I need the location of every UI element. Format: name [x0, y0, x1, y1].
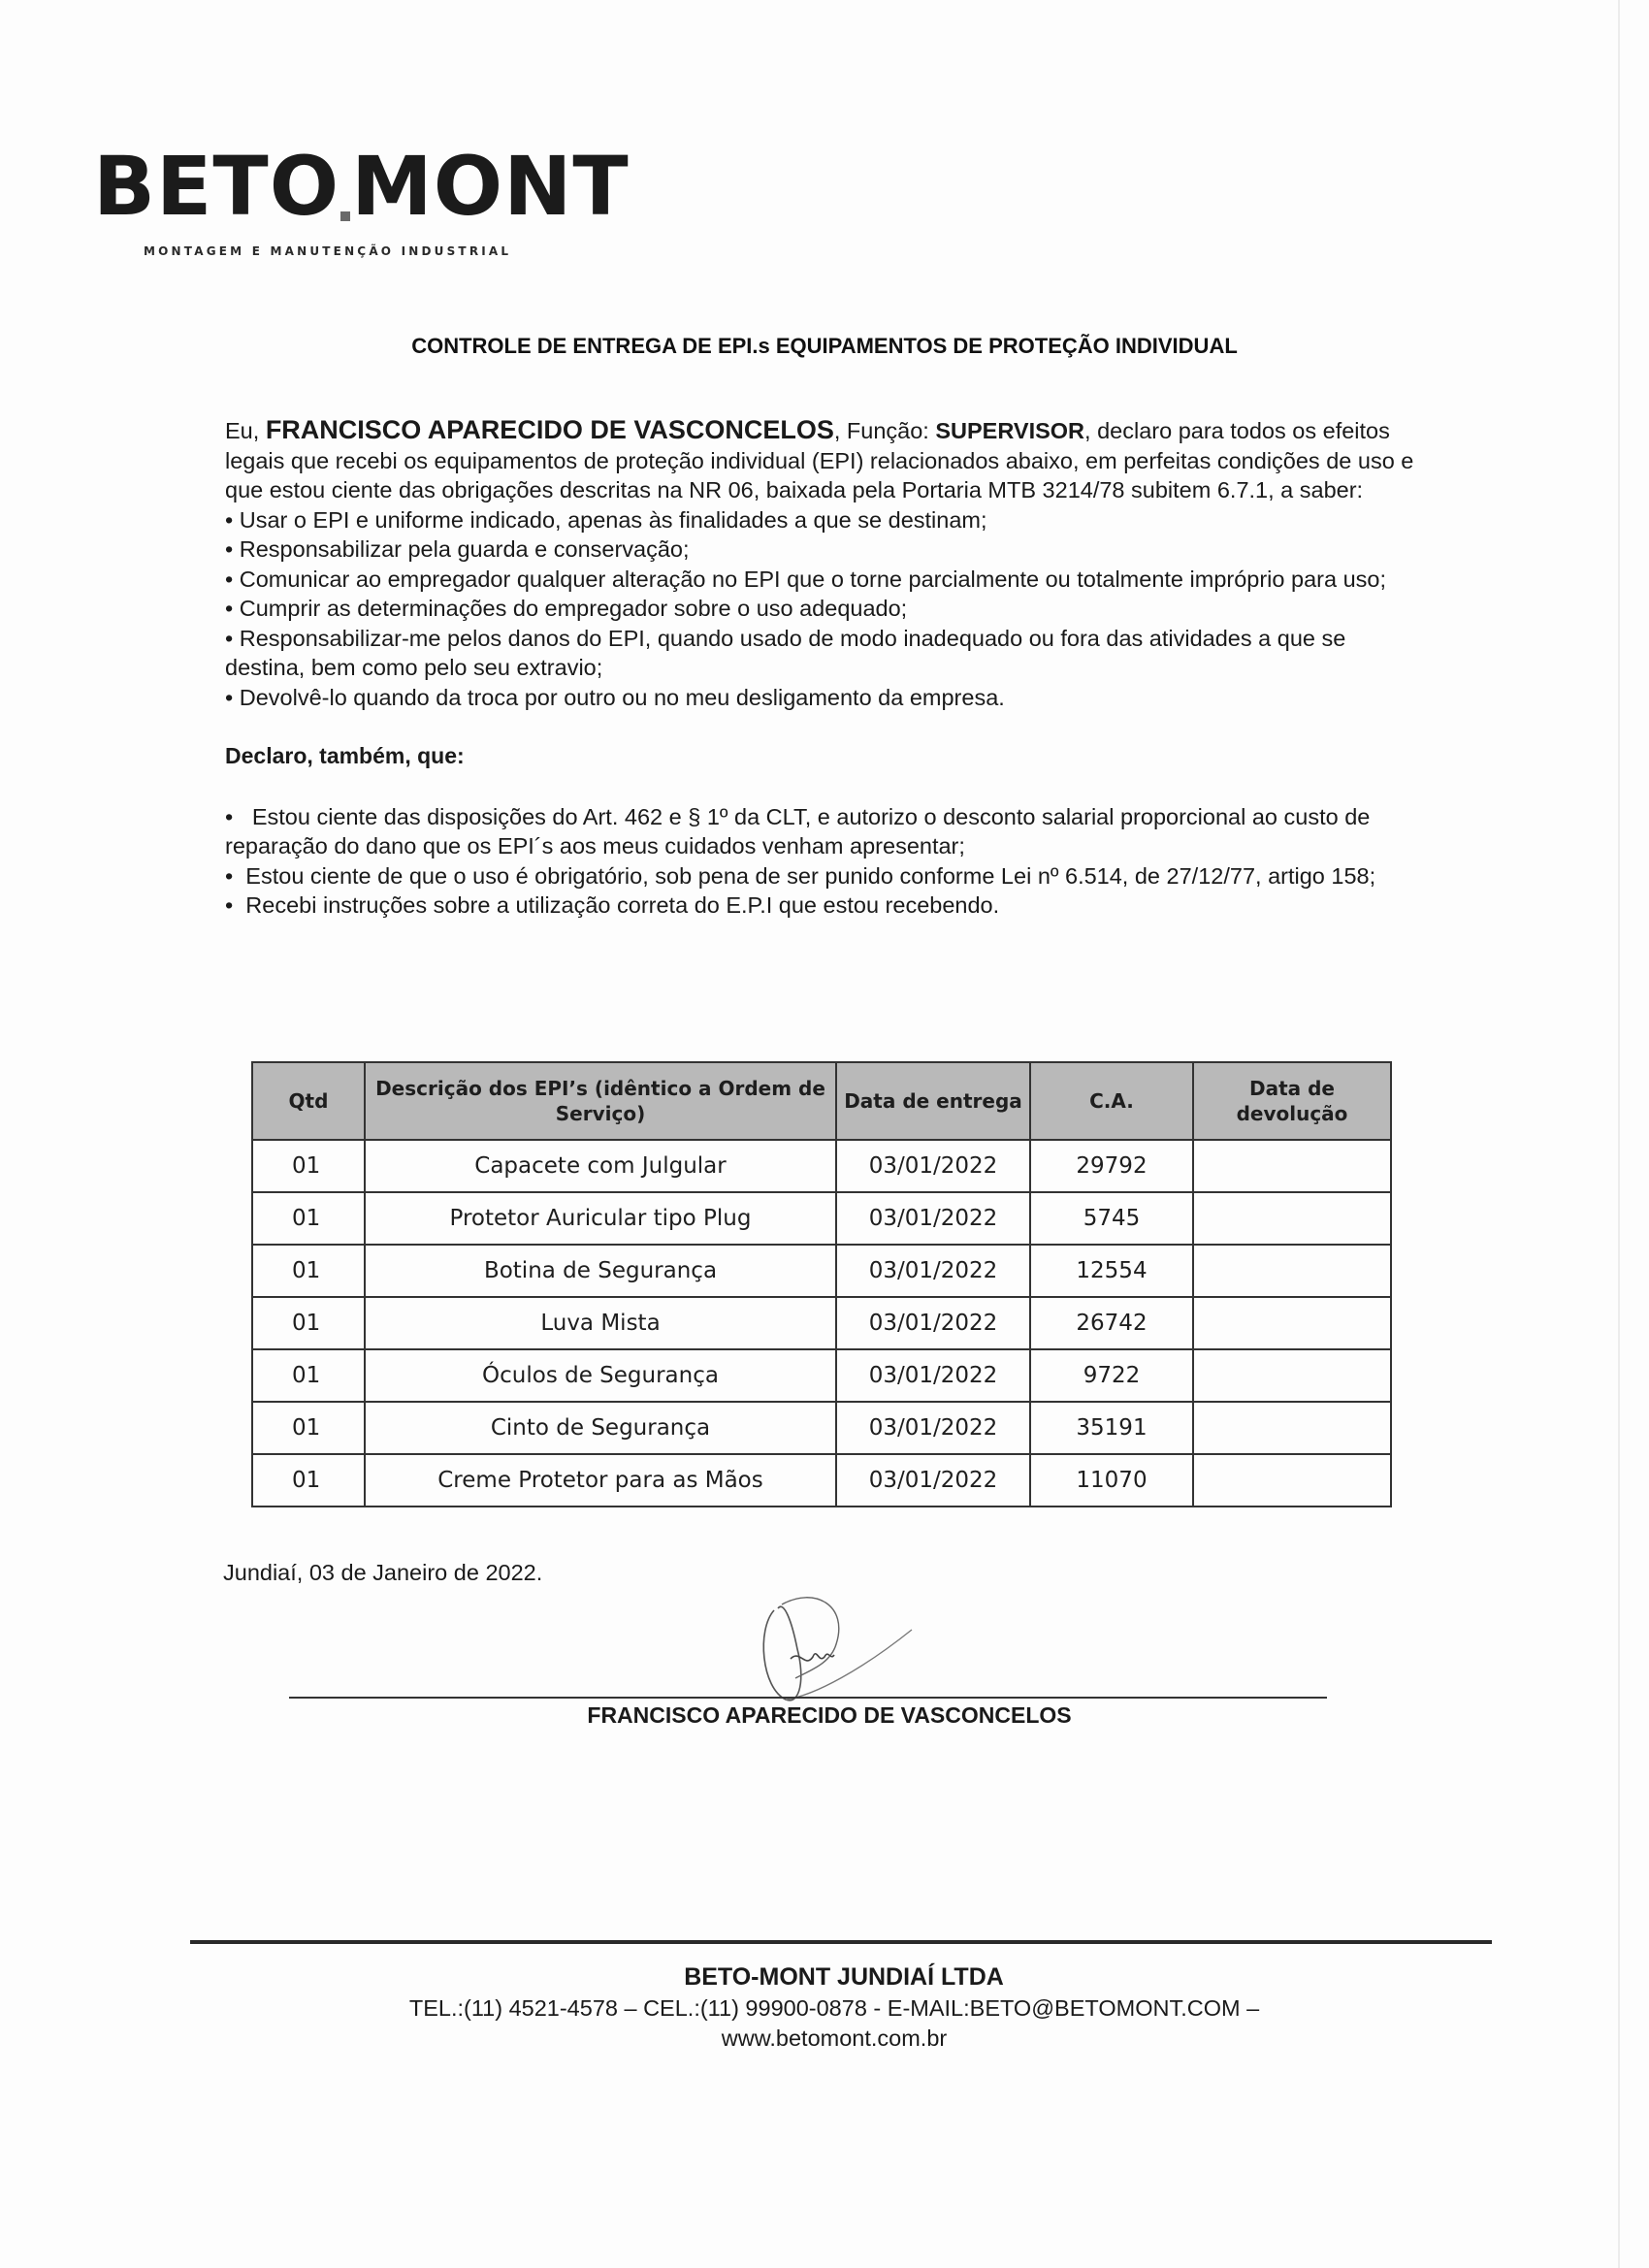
- also-declare-text: Estou ciente de que o uso é obrigatório, sob pena de ser punido conforme Lei nº 6.514, de 27/12/77, artigo 158;: [245, 862, 1376, 889]
- table-header-row: [252, 1062, 1391, 1140]
- epi-table-body: [252, 1140, 1391, 1507]
- cell-ca: 5745: [1030, 1192, 1193, 1245]
- obligation-text: Comunicar ao empregador qualquer alteração no EPI que o torne parcialmente ou totalmente impróprio para uso;: [239, 566, 1386, 592]
- cell-data-devolucao: [1193, 1349, 1391, 1402]
- logo-dot-icon: [340, 211, 350, 221]
- obligation-text: Responsabilizar pela guarda e conservação;: [239, 536, 690, 562]
- signer-name: FRANCISCO APARECIDO DE VASCONCELOS: [587, 1702, 1072, 1728]
- obligation-text: Responsabilizar-me pelos danos do EPI, quando usado de modo inadequado ou fora das atividades a que se destina, bem como pelo seu extravio;: [225, 625, 1346, 680]
- cell-descricao: Capacete com Julgular: [365, 1140, 836, 1192]
- cell-data-entrega: 03/01/2022: [836, 1245, 1030, 1297]
- cell-ca: 12554: [1030, 1245, 1193, 1297]
- also-declare-text: Recebi instruções sobre a utilização correta do E.P.I que estou recebendo.: [245, 892, 1000, 918]
- cell-data-devolucao: [1193, 1297, 1391, 1349]
- logo-wordmark-right: MONT: [351, 139, 630, 234]
- table-row: [252, 1297, 1391, 1349]
- table-row: [252, 1245, 1391, 1297]
- footer-divider: [190, 1940, 1492, 1944]
- also-declare-item: • Estou ciente das disposições do Art. 462 e § 1º da CLT, e autorizo o desconto salarial proporcional ao custo de reparação do dano que os EPI´s aos meus cuidados venham apresentar;: [225, 803, 1371, 859]
- also-declare-heading: Declaro, também, que:: [225, 743, 465, 768]
- header-data-devolucao: Data de devolução: [1193, 1062, 1391, 1140]
- cell-qtd: 01: [252, 1297, 365, 1349]
- cell-descricao: Botina de Segurança: [365, 1245, 836, 1297]
- declaration-paragraph: [225, 415, 1428, 505]
- also-declare-list: [225, 802, 1428, 921]
- cell-data-entrega: 03/01/2022: [836, 1454, 1030, 1507]
- cell-data-entrega: 03/01/2022: [836, 1349, 1030, 1402]
- also-declare-text: Estou ciente das disposições do Art. 462 e § 1º da CLT, e autorizo o desconto salarial proporcional ao custo de reparação do dano que os EPI´s aos meus cuidados venham apresentar;: [225, 803, 1371, 859]
- cell-ca: 11070: [1030, 1454, 1193, 1507]
- cell-data-entrega: 03/01/2022: [836, 1192, 1030, 1245]
- place-date: Jundiaí, 03 de Janeiro de 2022.: [223, 1560, 543, 1585]
- obligation-item: • Cumprir as determinações do empregador sobre o uso adequado;: [225, 596, 908, 621]
- function-label: , Função:: [833, 418, 936, 443]
- cell-data-entrega: 03/01/2022: [836, 1297, 1030, 1349]
- footer-website: www.betomont.com.br: [721, 2025, 948, 2051]
- company-logo: [93, 139, 630, 258]
- cell-qtd: 01: [252, 1454, 365, 1507]
- header-qtd: Qtd: [252, 1062, 365, 1140]
- header-descricao: Descrição dos EPI’s (idêntico a Ordem de Serviço): [365, 1062, 836, 1140]
- cell-ca: 29792: [1030, 1140, 1193, 1192]
- obligation-item: • Responsabilizar-me pelos danos do EPI, quando usado de modo inadequado ou fora das atividades a que se destina, bem como pelo seu extravio;: [225, 625, 1346, 680]
- epi-table: [251, 1061, 1392, 1507]
- cell-data-entrega: 03/01/2022: [836, 1402, 1030, 1454]
- cell-qtd: 01: [252, 1140, 365, 1192]
- obligation-item: • Devolvê-lo quando da troca por outro ou no meu desligamento da empresa.: [225, 684, 1005, 710]
- obligations-list: [225, 505, 1428, 713]
- footer-company: BETO-MONT JUNDIAÍ LTDA: [684, 1963, 1004, 1991]
- cell-descricao: Luva Mista: [365, 1297, 836, 1349]
- cell-qtd: 01: [252, 1349, 365, 1402]
- obligation-item: • Responsabilizar pela guarda e conservação;: [225, 536, 690, 562]
- cell-descricao: Óculos de Segurança: [365, 1349, 836, 1402]
- cell-qtd: 01: [252, 1402, 365, 1454]
- logo-wordmark-left: BETO: [93, 139, 340, 234]
- cell-ca: 26742: [1030, 1297, 1193, 1349]
- obligation-text: Cumprir as determinações do empregador sobre o uso adequado;: [239, 596, 908, 621]
- declaration-text: , declaro para todos os efeitos legais que recebi os equipamentos de proteção individual (EPI) relacionados abaixo, em perfeitas condições de uso e que estou ciente das obrigações descritas na NR 06, baixada pela Portaria MTB 3214/78 subitem 6.7.1, a saber:: [225, 418, 1414, 502]
- table-row: [252, 1454, 1391, 1507]
- table-row: [252, 1140, 1391, 1192]
- obligation-text: Devolvê-lo quando da troca por outro ou no meu desligamento da empresa.: [239, 684, 1005, 710]
- table-row: [252, 1349, 1391, 1402]
- logo-tagline: MONTAGEM E MANUTENÇÃO INDUSTRIAL: [144, 244, 512, 258]
- cell-qtd: 01: [252, 1245, 365, 1297]
- cell-descricao: Cinto de Segurança: [365, 1402, 836, 1454]
- also-declare-item: • Recebi instruções sobre a utilização correta do E.P.I que estou recebendo.: [225, 892, 1000, 918]
- header-data-entrega: Data de entrega: [836, 1062, 1030, 1140]
- cell-descricao: Creme Protetor para as Mãos: [365, 1454, 836, 1507]
- obligation-item: • Comunicar ao empregador qualquer alteração no EPI que o torne parcialmente ou totalmente impróprio para uso;: [225, 566, 1386, 592]
- also-declare-item: • Estou ciente de que o uso é obrigatório, sob pena de ser punido conforme Lei nº 6.514, de 27/12/77, artigo 158;: [225, 862, 1376, 889]
- cell-data-devolucao: [1193, 1454, 1391, 1507]
- signature-line: [289, 1697, 1327, 1699]
- cell-data-devolucao: [1193, 1245, 1391, 1297]
- declaration-prefix: Eu,: [225, 418, 266, 443]
- signature-scribble-icon: [757, 1591, 941, 1707]
- employee-name: FRANCISCO APARECIDO DE VASCONCELOS: [265, 415, 834, 444]
- table-row: [252, 1402, 1391, 1454]
- cell-ca: 9722: [1030, 1349, 1193, 1402]
- cell-data-devolucao: [1193, 1192, 1391, 1245]
- cell-data-devolucao: [1193, 1140, 1391, 1192]
- footer-contact: TEL.:(11) 4521-4578 – CEL.:(11) 99900-0878 - E-MAIL:BETO@BETOMONT.COM –: [408, 1995, 1260, 2021]
- cell-data-entrega: 03/01/2022: [836, 1140, 1030, 1192]
- obligation-text: Usar o EPI e uniforme indicado, apenas às finalidades a que se destinam;: [239, 506, 987, 533]
- table-row: [252, 1192, 1391, 1245]
- logo-wordmark: [93, 139, 630, 234]
- header-ca: C.A.: [1030, 1062, 1193, 1140]
- document-title: CONTROLE DE ENTREGA DE EPI.s EQUIPAMENTOS DE PROTEÇÃO INDIVIDUAL: [411, 334, 1238, 358]
- cell-descricao: Protetor Auricular tipo Plug: [365, 1192, 836, 1245]
- cell-data-devolucao: [1193, 1402, 1391, 1454]
- obligation-item: • Usar o EPI e uniforme indicado, apenas às finalidades a que se destinam;: [225, 506, 987, 533]
- declaration-body: [225, 415, 1428, 921]
- cell-ca: 35191: [1030, 1402, 1193, 1454]
- function-value: SUPERVISOR: [935, 418, 1085, 443]
- cell-qtd: 01: [252, 1192, 365, 1245]
